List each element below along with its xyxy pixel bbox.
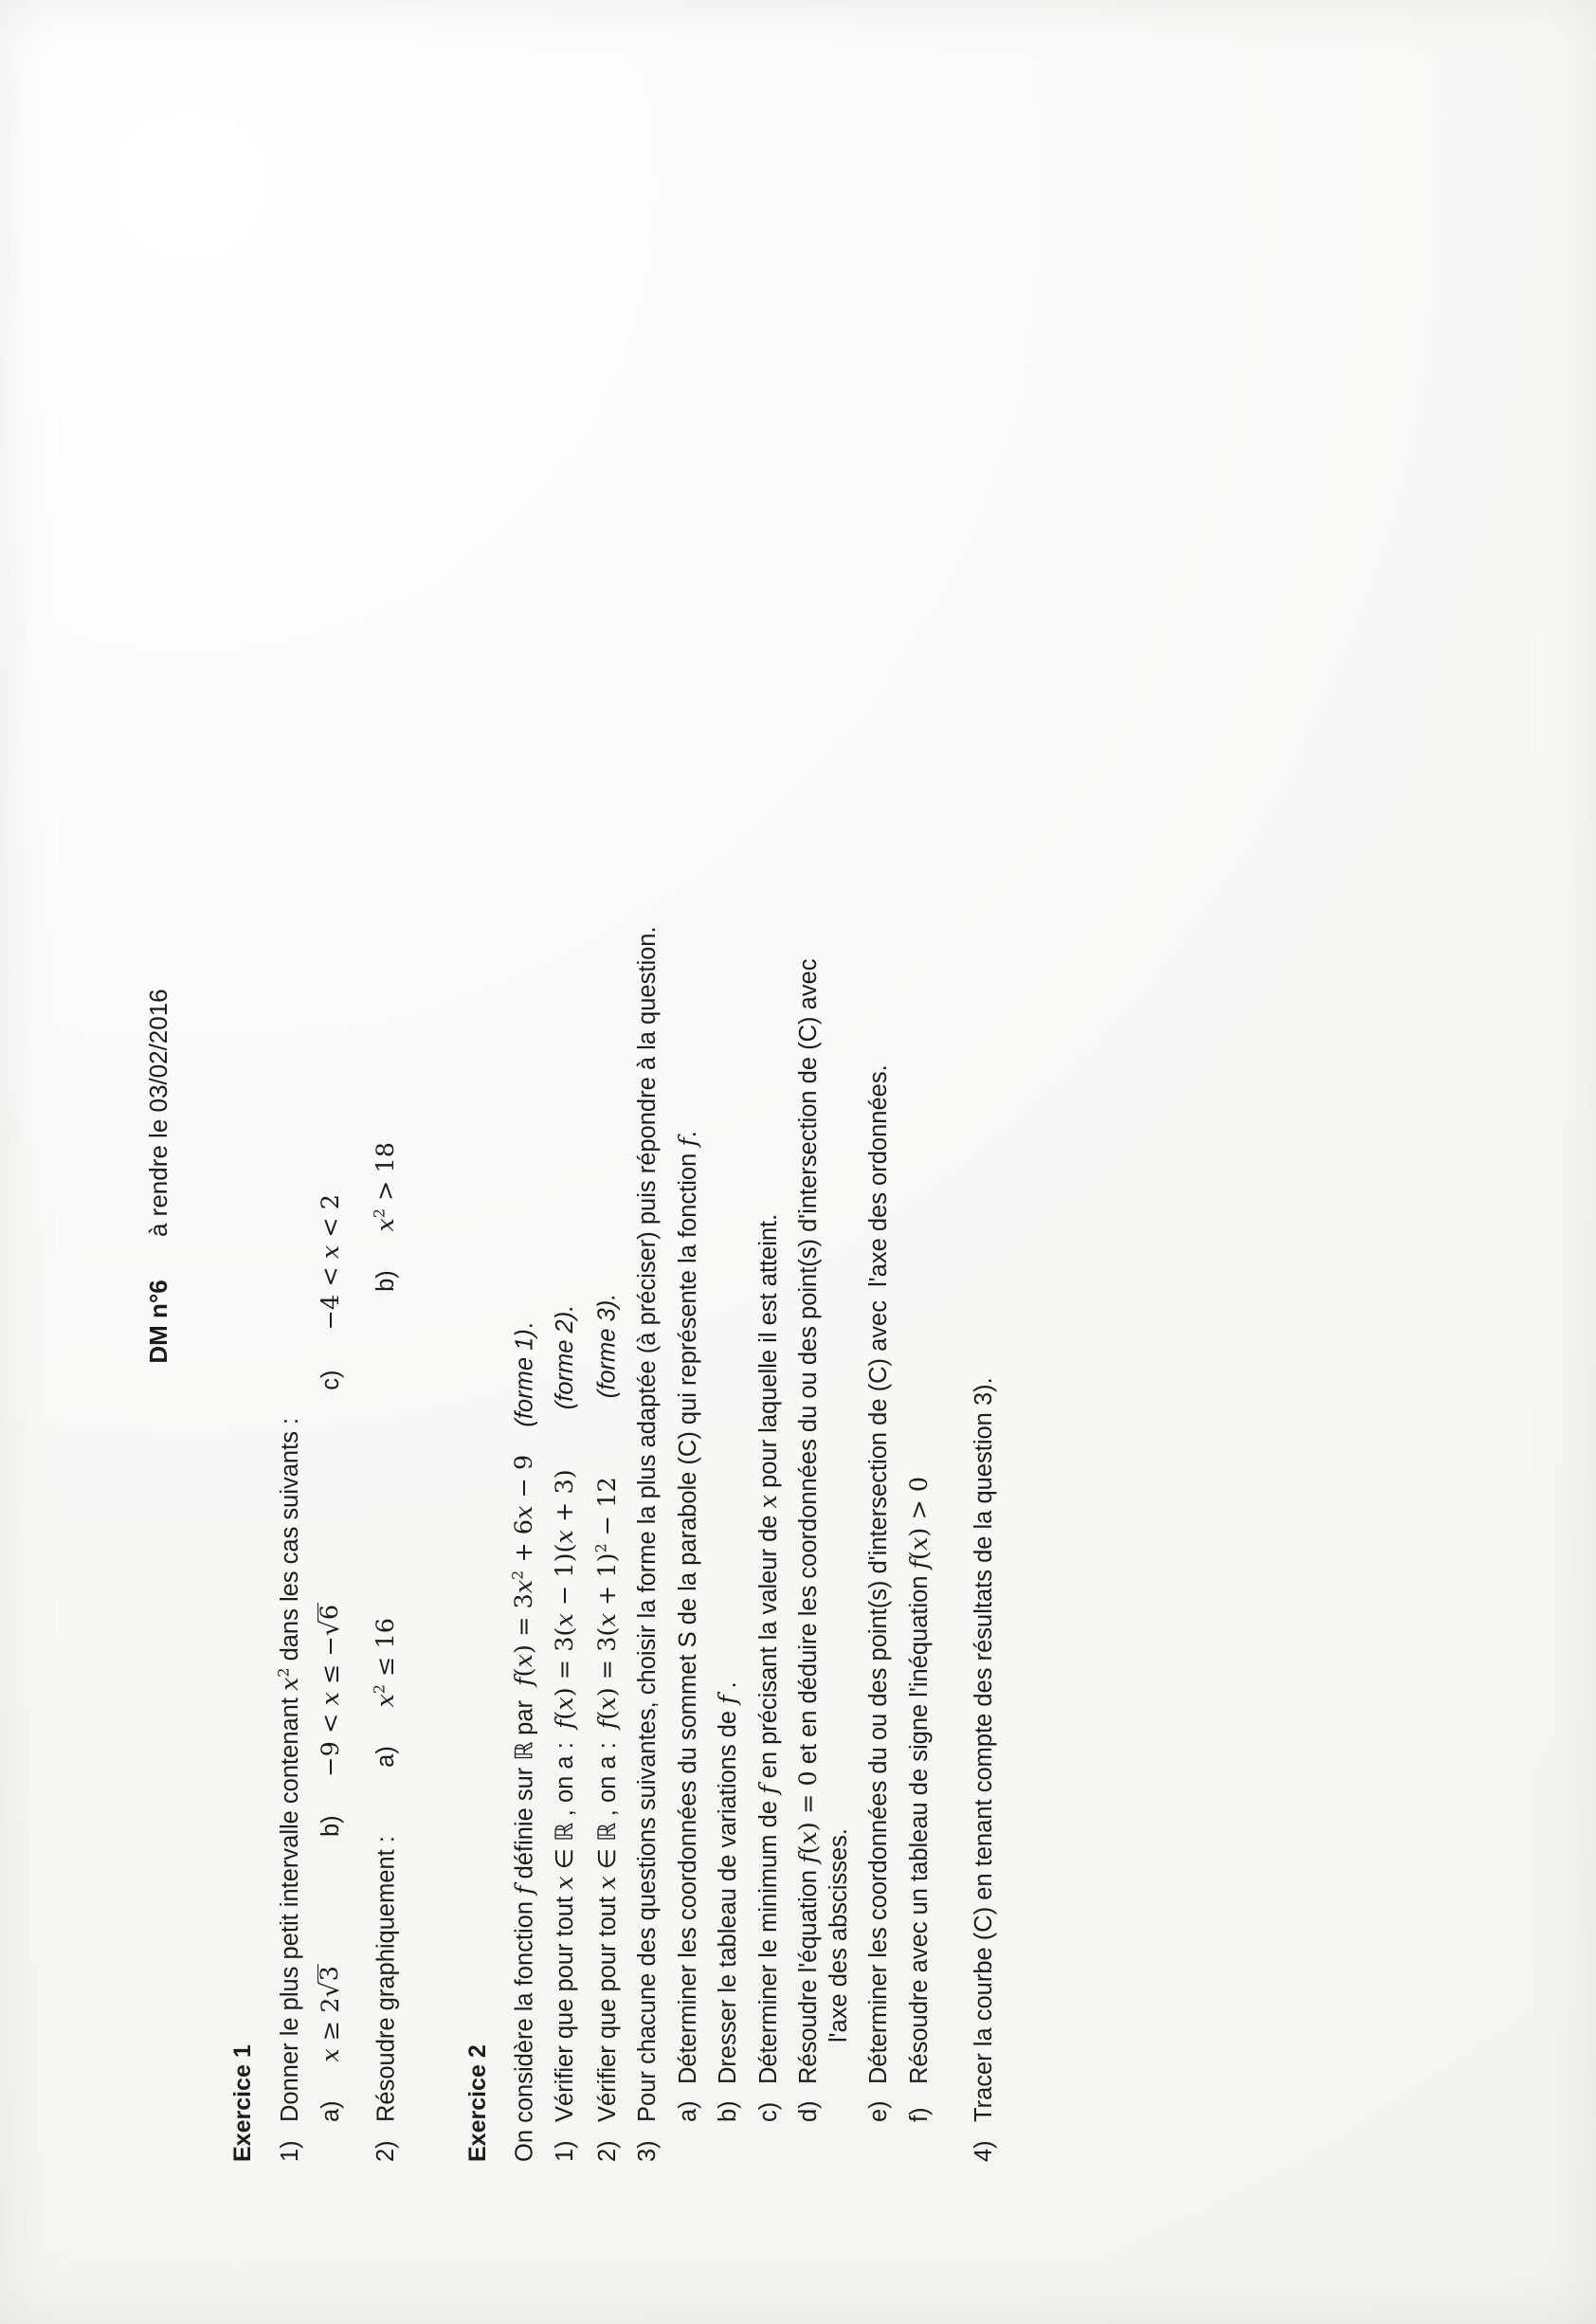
exercise-2-heading: Exercice 2 (463, 2044, 491, 2162)
exercise-2-question-1 (550, 134, 579, 2162)
item-text: Déterminer les coordonnées du ou des point(s) d'intersection de (C) avec l'axe des ordonnées. (865, 1064, 893, 2084)
item-expression-b: $x^2 > 18$ (370, 1142, 401, 1232)
item-expression-a: x ≥ 2√3 (316, 1966, 345, 2062)
item-label: d) (795, 2100, 823, 2122)
item-label-a: a) (317, 2100, 344, 2122)
question-text: Vérifier que pour tout x ∈ ℝ , on a : f(x) = 3(x − 1)(x + 3) (550, 1469, 579, 2122)
exercise-1-heading: Exercice 1 (229, 2044, 256, 2162)
question-text: Résoudre graphiquement : (372, 1836, 400, 2122)
question-number: 3) (634, 2140, 662, 2162)
exercise-2-question-3 (636, 134, 661, 2162)
item-expression-a: $x^2 \le 16$ (370, 1618, 401, 1708)
exercise-2-question-2 (593, 134, 620, 2162)
exercise-1-question-1 (276, 134, 302, 2162)
document-title-label: DM n°6 (144, 1280, 172, 1364)
item-text-continued: l'axe des abscisses. (825, 1828, 852, 2043)
exercise-1-question-1-items (318, 134, 344, 2162)
question-text: Vérifier que pour tout x ∈ ℝ , on a : $f(x) = 3(x + 1)^2 - 12$ (591, 1477, 622, 2122)
question-number: 1) (276, 2140, 303, 2162)
exercise-2-q3-item-d (794, 134, 824, 2162)
exercise-2-intro: On considère la fonction f définie sur ℝ par $f(x) = 3x^2 + 6x - 9$ (forme 1). (508, 1322, 539, 2162)
forme-label: (forme 3). (593, 1293, 621, 1399)
question-number: 4) (970, 2140, 998, 2162)
item-label: f) (905, 2107, 933, 2122)
item-label-b: b) (317, 1815, 344, 1837)
item-text: Résoudre l'équation f(x) = 0 et en déduire les coordonnées du ou des point(s) d'intersection de (C) avec (794, 958, 824, 2084)
item-label: e) (865, 2100, 893, 2122)
item-label: a) (674, 2100, 701, 2122)
exercise-2-q3-item-c (753, 134, 783, 2162)
item-label: c) (754, 2101, 782, 2122)
document-title (146, 134, 171, 2219)
item-expression-b: −9 < x ≤ −√6 (316, 1604, 345, 1792)
question-number: 2) (593, 2140, 621, 2162)
item-label-a: a) (372, 1746, 400, 1768)
page-rotation-container (59, 58, 1537, 2266)
exercise-2-q3-item-d-cont (827, 134, 852, 2162)
question-text: Donner le plus petit intervalle contenant $x^2$ dans les cas suivants : (274, 1417, 304, 2122)
question-number: 1) (551, 2140, 578, 2162)
exercise-1-question-2 (372, 134, 399, 2162)
item-label-b: b) (372, 1270, 400, 1292)
item-label-c: c) (317, 1370, 344, 1390)
forme-label: (forme 2). (551, 1304, 578, 1410)
item-expression-c: −4 < x < 2 (317, 1194, 345, 1346)
exercise-2-q3-item-e (867, 134, 892, 2162)
exercise-2-q3-item-b (716, 134, 741, 2162)
question-text: Tracer la courbe (C) en tenant compte des résultats de la question 3). (970, 1377, 998, 2122)
due-date-label: à rendre le 03/02/2016 (144, 989, 172, 1238)
item-text: Dresser le tableau de variations de f . (714, 1681, 743, 2084)
exercise-2-q3-item-f (904, 134, 934, 2162)
item-label: b) (715, 2100, 742, 2122)
exercise-2-q3-item-a (673, 134, 702, 2162)
question-number: 2) (372, 2140, 400, 2162)
exercise-2-question-4 (972, 134, 997, 2162)
question-text: Pour chacune des questions suivantes, choisir la forme la plus adaptée (à préciser) puis répondre à la question. (634, 926, 662, 2122)
item-text: Résoudre avec un tableau de signe l'inéquation f(x) > 0 (904, 1476, 934, 2084)
item-text: Déterminer les coordonnées du sommet S de la parabole (C) qui représente la fonction f. (673, 1131, 702, 2084)
item-text: Déterminer le minimum de f en précisant la valeur de x pour laquelle il est atteint. (753, 1213, 783, 2084)
document-body (146, 134, 1454, 2162)
